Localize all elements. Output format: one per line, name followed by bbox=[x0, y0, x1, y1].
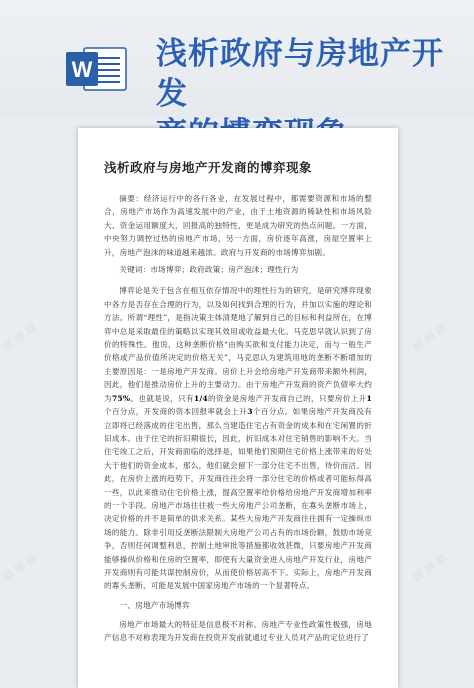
body-text: 个百分点。如果房地产开发商没有立即将已经落成的住宅出售，那么当建造住宅占有资金的成本和在宅闲置的折旧成本。由于住宅的折旧期很长，因此，折旧成本对住宅销售的影响不大。当住宅竣工之后，开发商面临的选择是，如果他们预期住宅价格上涨带来的好处大于他们的资金成本，那么，他们就会留下一部分住宅不出售，待价而沽。因此，在房价上涨的趋势下，开发商往往会将一部分住宅的价格或者可能标得高一些，以此来推动住宅价格上涨，提高空置率给价格给房地产开发商增加利率的一个手段。房地产市场往往被一些大房地产公司垄断，在寡头垄断市场上，决定价格的并不是简单的供求关系。某些大房地产开发商往往拥有一定操纵市场的能力。除非引用反垄断法限制大房地产公司占有的市场份额，鼓励市场竞争，否则任何调整利息，控制土地审批等措施都收效甚微，只要房地产开发商能够操纵价格和住房的空置率，即使有大量资金进入房地产开发行业，房地产开发商则有可能共谋控制房价，从而使价格居高不下。实际上，房地产开发商的寡头垄断，可能是发展中国家房地产市场的一个显著特点。 bbox=[104, 407, 372, 591]
watermark-mark: ▤ ▤ ▤ bbox=[409, 320, 449, 353]
keywords-paragraph: 关键词：市场博弈；政府政策；房产泡沫；理性行为 bbox=[119, 265, 299, 275]
return-rise-value: 3 bbox=[247, 407, 253, 417]
abstract-paragraph: 摘要：经济运行中的各行各业，在发展过程中，都需要资源和市场的整合，房地产市场作为高速发展中的产业，由于土地资源的稀缺性和市场风险大、资金运用额度大，回报高的独特性，更是成为研究的热点问题。一方面，中央努力调控过热的房地产市场，另一方面，房价逐年高涨，房屋空置率上升，房地产泡沫的味道越来越浓。政府与开发商的市场博弈加剧。 bbox=[104, 194, 372, 257]
body-text: 博弈论是关于包含在相互依存情况中的理性行为的研究，是研究博弈现象中各方是否存在合理的行为，以及如何找到合理的行为，并加以实施的理论和方法。所谓“理性”，是指决策主体清楚地了解到自己的目标和利益所在，在博弈中总是采取最佳的策略以实现其效用或收益最大化。马克思早就认识到了房价的特殊性。他说，这种垄断价格“由购买欲和支付能力决定，而与一般生产价格或产品价值所决定的价格无关”，马克思认为建筑用地的垄断不断增加的主要原因是：一是房地产开发商。房价上升会给房地产开发商带来额外利润，因此，他们是推动房价上升的主要动力。由于房地产开发商的资产负债率大约为 bbox=[104, 286, 372, 403]
document-page bbox=[78, 128, 398, 688]
debt-ratio-value: 75% bbox=[111, 393, 131, 403]
body-paragraph-1 bbox=[104, 284, 372, 592]
body-text: 。也就是说，只有 bbox=[130, 393, 194, 403]
document-banner bbox=[0, 0, 474, 118]
body-text: 的资金是房地产开发商自己的，只要房价上升 bbox=[207, 393, 367, 403]
watermark-mark: ▤ ▤ ▤ bbox=[0, 320, 39, 353]
word-document-icon bbox=[66, 46, 128, 92]
word-logo-letter: W bbox=[71, 57, 93, 82]
capital-fraction-value: 1/4 bbox=[193, 393, 208, 403]
document-title: 浅析政府与房地产开发商的博弈现象 bbox=[104, 160, 313, 175]
section-heading-1: 一、房地产市场博弈 bbox=[119, 600, 190, 610]
watermark-mark: ▤ ▤ ▤ bbox=[409, 550, 449, 583]
document-content bbox=[104, 158, 372, 649]
price-rise-value: 1 bbox=[366, 393, 373, 403]
watermark-mark: ▤ ▤ ▤ bbox=[0, 550, 39, 583]
body-paragraph-2: 房地产市场最大的特征是信息极不对称。房地产专业性政策性极强，房地产信息不对称表现为开发商在投资开发前就通过专业人员对产品的定位进行了 bbox=[104, 619, 372, 643]
body-text: 个百分点，开发商的资本回报率就会上升 bbox=[104, 407, 248, 417]
banner-title-line-1: 浅析政府与房地产开发 bbox=[156, 36, 444, 112]
